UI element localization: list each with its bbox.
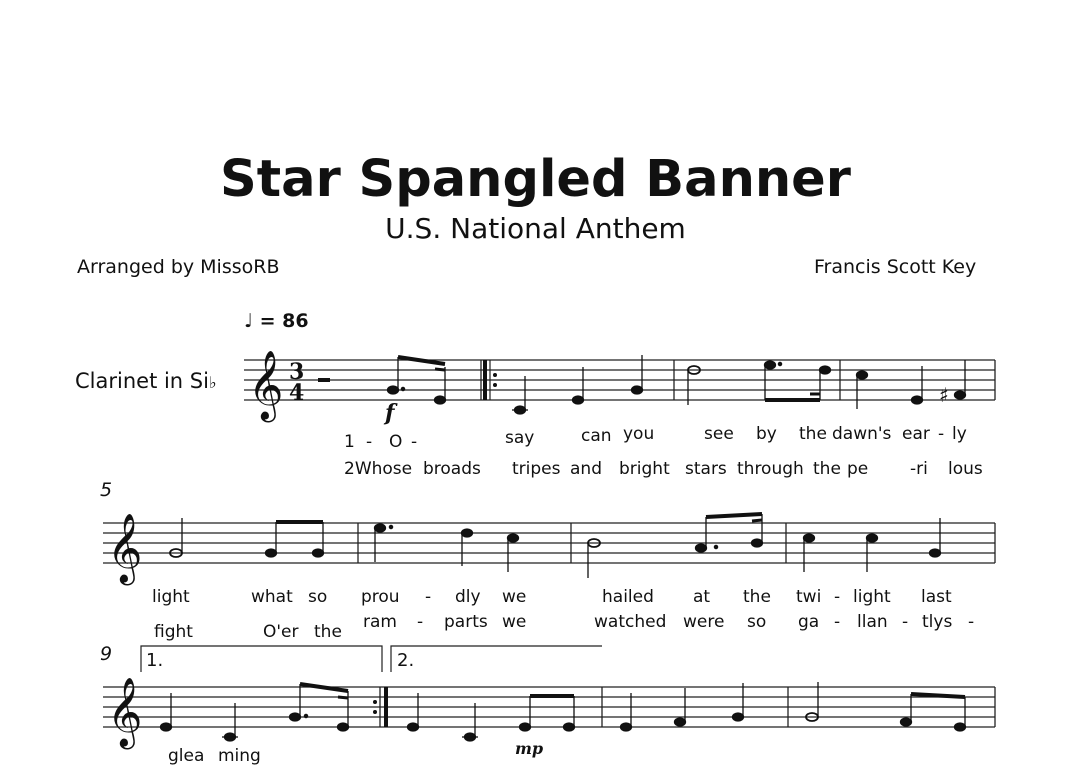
lyric-syllable: prou xyxy=(361,587,400,607)
repeat-end-barline xyxy=(384,687,388,727)
notes-system-1 xyxy=(388,355,966,414)
lyric-syllable: the xyxy=(799,424,827,444)
arranger-credit: Arranged by MissoRB xyxy=(77,256,280,278)
lyric-hyphen: - xyxy=(938,424,945,444)
lyric-syllable: hailed xyxy=(602,587,654,607)
lyric-hyphen: - xyxy=(902,612,909,632)
lyric-hyphen: - xyxy=(968,612,975,632)
treble-clef-icon: 𝄞 xyxy=(107,677,143,747)
lyric-syllable: fight xyxy=(154,622,193,642)
lyric-syllable: light xyxy=(853,587,891,607)
lyric-syllable: O xyxy=(389,432,403,452)
volta-brackets xyxy=(141,646,602,672)
dynamic-forte: f xyxy=(385,400,395,426)
lyric-syllable: by xyxy=(756,424,777,444)
sharp-accidental-icon: ♯ xyxy=(939,383,949,407)
tempo-value: = 86 xyxy=(259,310,309,332)
lyric-hyphen: - xyxy=(417,612,424,632)
lyric-syllable: were xyxy=(683,612,725,632)
lyric-syllable: can xyxy=(581,426,612,446)
lyric-syllable: pe xyxy=(847,459,869,479)
lyric-syllable: twi xyxy=(796,587,822,607)
composer-credit: Francis Scott Key xyxy=(814,256,977,278)
treble-clef-icon: 𝄞 xyxy=(107,513,143,583)
quarter-note-icon: ♩ xyxy=(244,310,253,332)
lyric-hyphen: - xyxy=(834,612,841,632)
lyric-syllable: we xyxy=(502,587,527,607)
lyric-syllable: what xyxy=(251,587,293,607)
lyric-syllable: ear xyxy=(902,424,930,444)
lyric-syllable: llan xyxy=(857,612,888,632)
staff-1 xyxy=(244,360,995,400)
lyric-syllable: ram xyxy=(363,612,397,632)
notes-system-3 xyxy=(161,682,966,741)
score-subtitle: U.S. National Anthem xyxy=(385,212,686,245)
lyric-syllable: last xyxy=(921,587,952,607)
lyric-syllable: ga xyxy=(798,612,820,632)
lyric-syllable: ming xyxy=(218,746,261,766)
lyric-syllable: we xyxy=(502,612,527,632)
staff-3 xyxy=(103,687,995,727)
lyric-syllable: the xyxy=(314,622,342,642)
lyric-syllable: glea xyxy=(168,746,205,766)
lyric-syllable: say xyxy=(505,428,535,448)
lyric-syllable: broads xyxy=(423,459,481,479)
lyric-syllable: ly xyxy=(952,424,967,444)
lyric-syllable: lous xyxy=(948,459,983,479)
lyric-syllable: O'er xyxy=(263,622,299,642)
lyric-syllable: you xyxy=(623,424,655,444)
lyric-syllable: the xyxy=(743,587,771,607)
lyric-syllable: tlys xyxy=(922,612,953,632)
lyric-syllable: watched xyxy=(594,612,667,632)
lyric-syllable: dly xyxy=(455,587,481,607)
lyric-syllable: -ri xyxy=(910,459,928,479)
time-signature-top: 3 xyxy=(289,359,305,385)
score-title: Star Spangled Banner xyxy=(220,150,851,209)
repeat-start-barline xyxy=(483,360,487,400)
lyric-syllable: so xyxy=(747,612,767,632)
measure-number: 5 xyxy=(100,479,113,501)
staff-2 xyxy=(103,523,995,563)
lyric-hyphen: - xyxy=(411,432,418,452)
instrument-label: Clarinet in Si xyxy=(75,369,209,393)
lyric-syllable: 2Whose xyxy=(344,459,413,479)
dynamic-mezzo-piano: mp xyxy=(515,739,544,758)
treble-clef-icon: 𝄞 xyxy=(248,350,284,420)
lyric-syllable: parts xyxy=(444,612,488,632)
lyric-syllable: dawn's xyxy=(832,424,892,444)
lyric-hyphen: - xyxy=(834,587,841,607)
time-signature-bottom: 4 xyxy=(289,380,305,406)
lyric-syllable: light xyxy=(152,587,190,607)
lyric-hyphen: - xyxy=(425,587,432,607)
half-rest-icon xyxy=(318,378,330,382)
lyric-syllable: at xyxy=(693,587,711,607)
flat-sign: ♭ xyxy=(208,373,217,392)
lyric-syllable: 1 xyxy=(344,432,355,452)
lyric-syllable: see xyxy=(704,424,734,444)
lyric-syllable: so xyxy=(308,587,328,607)
lyric-syllable: tripes xyxy=(512,459,561,479)
lyric-syllable: through xyxy=(737,459,804,479)
lyric-syllable: and xyxy=(570,459,602,479)
volta-label-second: 2. xyxy=(397,650,415,671)
measure-number: 9 xyxy=(100,643,113,665)
lyric-syllable: the xyxy=(813,459,841,479)
lyric-hyphen: - xyxy=(366,432,373,452)
volta-label-first: 1. xyxy=(146,650,164,671)
lyric-syllable: stars xyxy=(685,459,727,479)
lyric-syllable: bright xyxy=(619,459,670,479)
